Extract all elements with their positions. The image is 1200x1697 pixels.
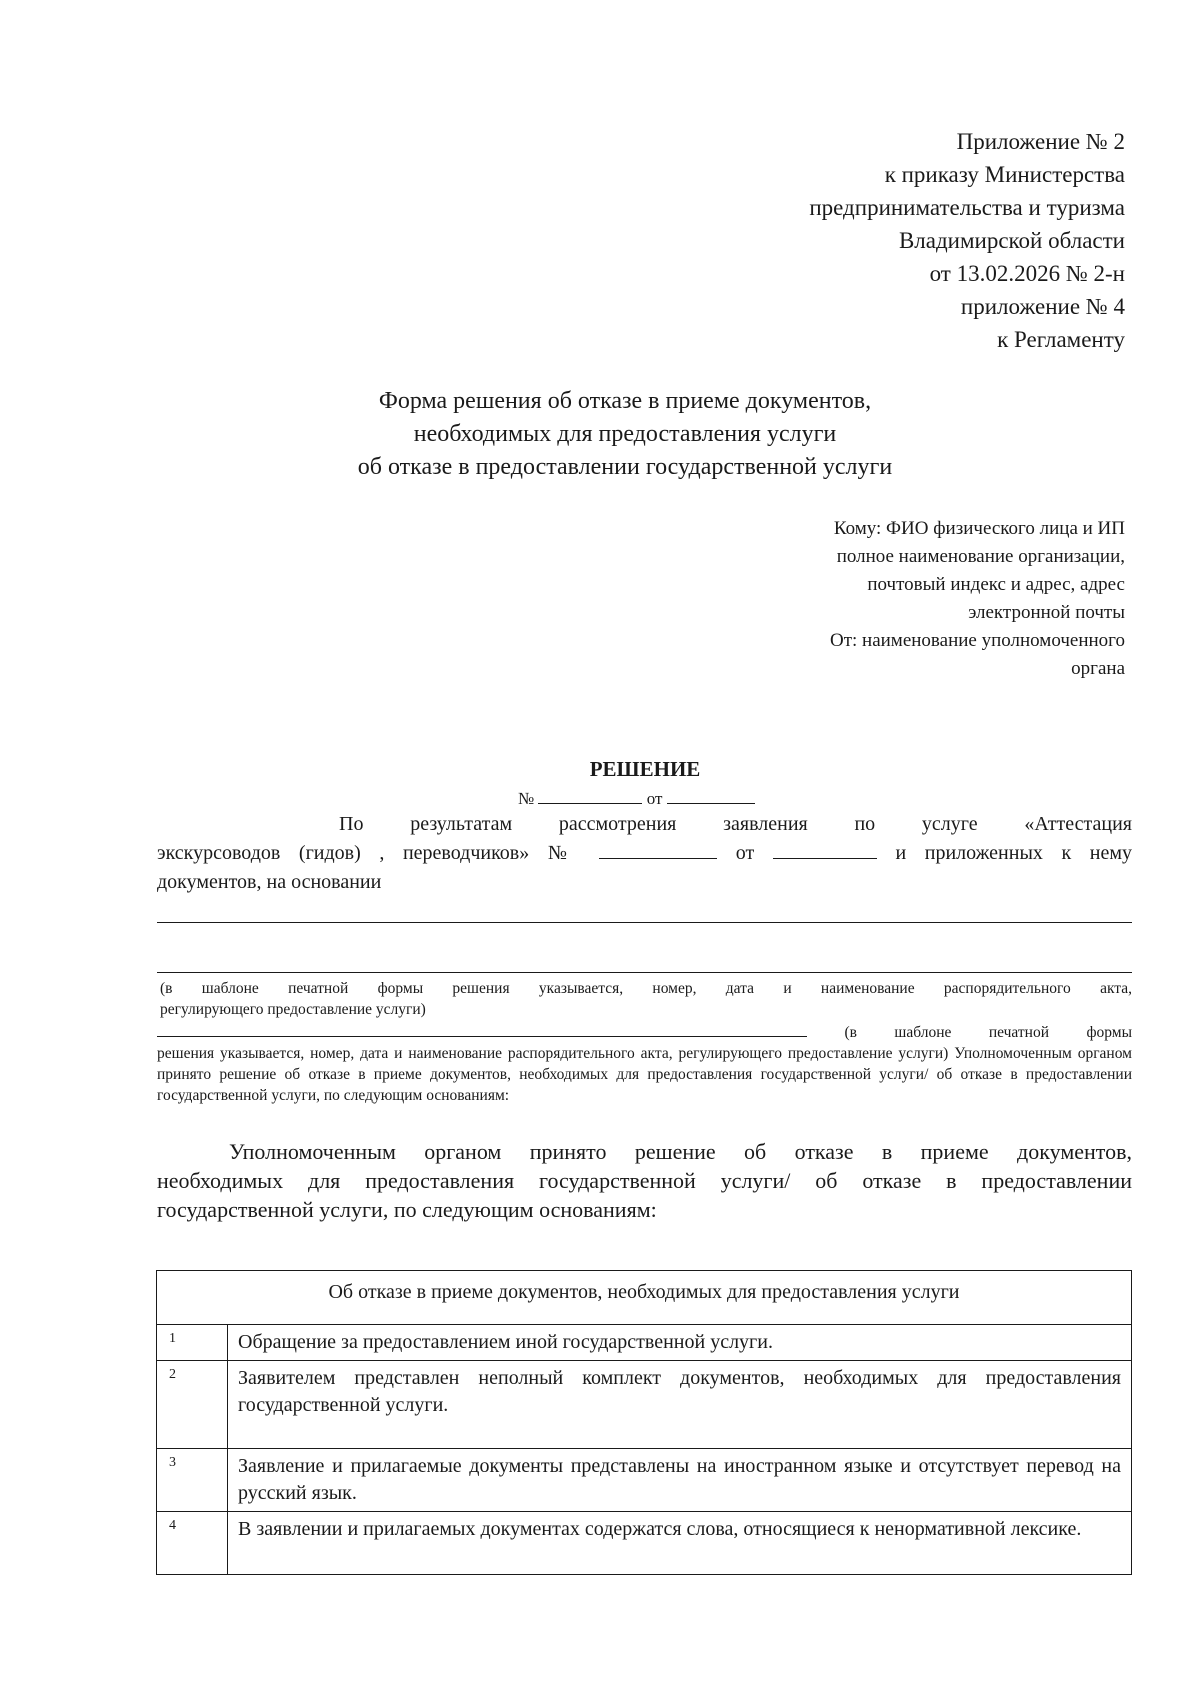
recipient-line: Кому: ФИО физического лица и ИП	[833, 518, 1125, 539]
template-note	[160, 978, 1132, 1020]
recipient-line: От: наименование уполномоченного	[829, 630, 1125, 651]
paragraph-line: По результатам рассмотрения заявления по услуге «Аттестация	[339, 813, 1132, 835]
grounds-table	[156, 1270, 1132, 1575]
paragraph-line	[157, 839, 1132, 868]
basis-blank-line[interactable]	[157, 972, 1132, 973]
paragraph-line: документов, на основании	[157, 871, 382, 893]
table-row	[157, 1449, 1132, 1512]
paragraph-text: от	[735, 842, 755, 864]
approval-line: предпринимательства и туризма	[809, 195, 1125, 220]
table-row	[157, 1325, 1132, 1361]
table-row	[157, 1361, 1132, 1449]
approval-block	[809, 125, 1125, 356]
number-blank[interactable]	[538, 787, 642, 804]
application-number-blank[interactable]	[599, 842, 717, 859]
table-row	[157, 1512, 1132, 1575]
approval-line: Владимирской области	[898, 228, 1125, 253]
table-header-row	[157, 1271, 1132, 1325]
form-title-line: Форма решения об отказе в приеме документов,	[378, 388, 872, 414]
recipient-line: полное наименование организации,	[836, 546, 1125, 567]
recipient-block	[830, 515, 1125, 683]
row-text: В заявлении и прилагаемых документах содержатся слова, относящиеся к ненормативной лексике.	[228, 1512, 1132, 1575]
note-text: решения указывается, номер, дата и наименование распорядительного акта, регулирующего предоставление услуги) Уполномоченным органом принято решение об отказе в приеме документов, необходимых для предоставления государственной услуги/ об отказе в предоставлении государственной услуги, по следующим основаниям:	[157, 1045, 1132, 1104]
row-number: 3	[157, 1449, 228, 1512]
approval-line: приложение № 4	[960, 294, 1125, 319]
paragraph-line: необходимых для предоставления государственной услуги/ об отказе в предоставлении государственной услуги, по следующим основаниям:	[157, 1168, 1132, 1222]
basis-blank-line[interactable]	[157, 922, 1132, 923]
note-line	[157, 1022, 1132, 1043]
paragraph-text: экскурсоводов (гидов) , переводчиков» №	[157, 842, 581, 864]
row-number: 1	[157, 1325, 228, 1361]
row-number: 4	[157, 1512, 228, 1575]
approval-line: к Регламенту	[997, 327, 1125, 352]
note-line: (в шаблоне печатной формы решения указывается, номер, дата и наименование распорядительного акта,	[160, 980, 1132, 997]
note-line: регулирующего предоставление услуги)	[160, 1001, 426, 1018]
row-text: Обращение за предоставлением иной государственной услуги.	[228, 1325, 1132, 1361]
note-text: (в шаблоне печатной формы	[844, 1024, 1133, 1041]
date-blank[interactable]	[667, 787, 755, 804]
act-blank-line[interactable]	[157, 1022, 807, 1037]
decision-number-line	[518, 787, 755, 809]
row-text: Заявление и прилагаемые документы представлены на иностранном языке и отсутствует перевод на русский язык.	[228, 1449, 1132, 1512]
paragraph-text: и приложенных к нему	[895, 842, 1133, 864]
paragraph-decision	[157, 1137, 1132, 1224]
table-header: Об отказе в приеме документов, необходимых для предоставления услуги	[157, 1271, 1132, 1325]
template-note-2	[157, 1022, 1132, 1106]
application-date-blank[interactable]	[773, 842, 877, 859]
approval-line: к приказу Министерства	[884, 162, 1125, 187]
recipient-line: органа	[1071, 658, 1125, 679]
form-title-line: об отказе в предоставлении государственной услуги	[357, 454, 893, 480]
decision-title: РЕШЕНИЕ	[589, 757, 701, 781]
number-label: №	[518, 789, 535, 808]
paragraph-results	[157, 810, 1132, 897]
recipient-line: почтовый индекс и адрес, адрес	[867, 574, 1125, 595]
row-number: 2	[157, 1361, 228, 1449]
paragraph-line: Уполномоченным органом принято решение об отказе в приеме документов,	[229, 1139, 1132, 1164]
approval-line: от 13.02.2026 № 2-н	[929, 261, 1125, 286]
form-title-line: необходимых для предоставления услуги	[413, 421, 837, 447]
date-label: от	[646, 789, 663, 808]
row-text: Заявителем представлен неполный комплект документов, необходимых для предоставления государственной услуги.	[228, 1361, 1132, 1449]
form-title	[0, 385, 1200, 484]
recipient-line: электронной почты	[968, 602, 1125, 623]
approval-line: Приложение № 2	[956, 129, 1125, 154]
